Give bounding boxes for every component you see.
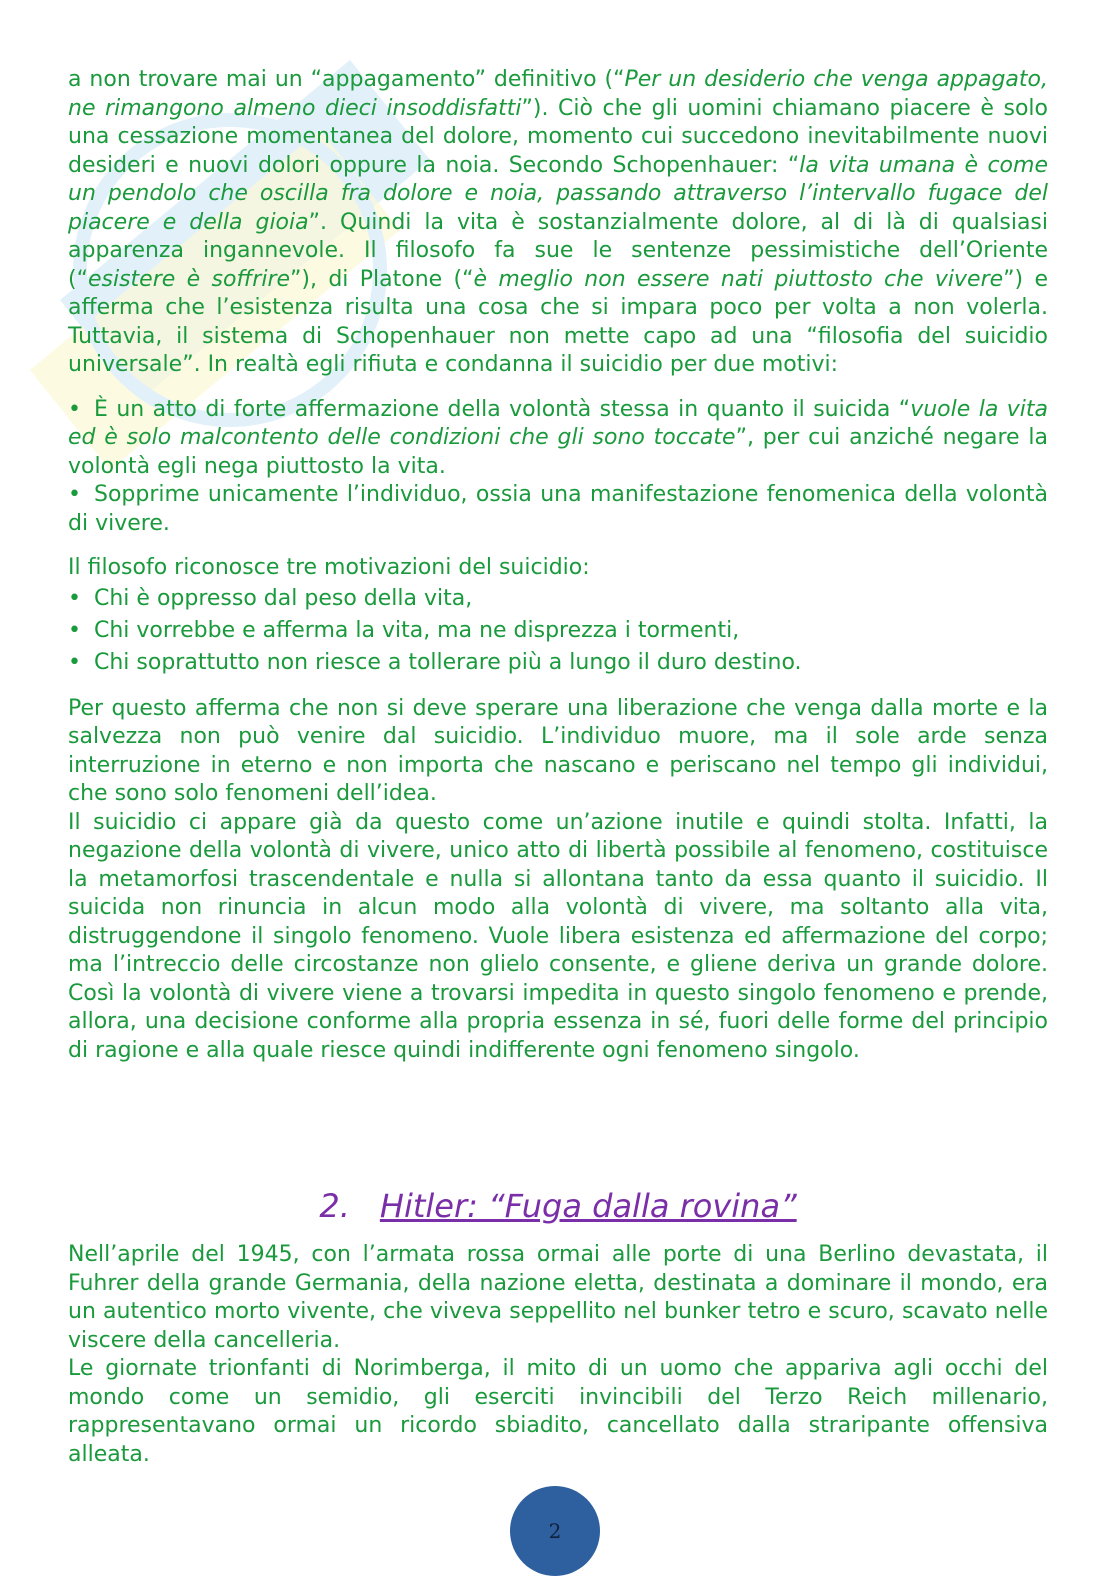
list-item [68,481,1048,538]
quote-italic: vuole la vita ed è solo malcontento delle condizioni che gli sono toccate [68,396,1049,450]
quote-italic: Per un desiderio che venga appagato, ne rimangono almeno dieci insoddisfatti [68,67,1048,121]
section-title: Hitler: “Fuga dalla rovina” [379,1187,797,1225]
quote-italic: è meglio non essere nati piuttosto che vivere [473,266,1004,292]
list-item [68,615,1048,647]
page-number-badge: 2 [510,1486,600,1576]
paragraph-hitler-bunker: Nell’aprile del 1945, con l’armata rossa ormai alle porte di una Berlino devastata, il Fuhrer della grande Germania, della nazione eletta, destinata a dominare il mondo, era un autentico morto vivente, che viveva seppellito nel bunker tetro e scuro, scavato nelle viscere della cancelleria. [68,1242,1048,1353]
motivations-list [68,583,1048,679]
text-run: ”), di Platone (“ [290,266,474,292]
bullet-icon: • [68,617,81,643]
text-run: È un atto di forte affermazione della volontà stessa in quanto il suicida “ [94,396,911,422]
page-body [68,66,1048,1065]
paragraph-suicide-futility: Il suicidio ci appare già da questo come un’azione inutile e quindi stolta. Infatti, la negazione della volontà di vivere, unico atto di libertà possibile al fenomeno, costituisce la metamorfosi trascendentale e nulla si allontana tanto da essa quanto il suicidio. Il suicida non rinuncia in alcun modo alla volontà di vivere, ma soltanto alla vita, distruggendone il singolo fenomeno. Vuole libera esistenza ed affermazione del corpo; ma l’intreccio delle circostanze non glielo consente, e gliene deriva un grande dolore. Così la volontà di vivere viene a trovarsi impedita in questo singolo fenomeno e prende, allora, una decisione conforme alla propria essenza in sé, fuori delle forme del principio di ragione e alla quale riesce quindi indifferente ogni fenomeno singolo. [68,809,1048,1063]
text-run: Sopprime unicamente l’individuo, ossia una manifestazione fenomenica della volontà di vivere. [68,482,1048,536]
text-run: ”) e afferma che l’esistenza risulta una cosa che si impara poco per volta a non volerla. Tuttavia, il sistema di Schopenhauer non mette capo ad una “filosofia del suicidio universale”. In realtà egli rifiuta e condanna il suicidio per due motivi: [68,266,1049,377]
text-run: Chi soprattutto non riesce a tollerare più a lungo il duro destino. [94,649,802,675]
reasons-list [68,396,1048,539]
section-heading [0,1186,1116,1226]
list-item [68,396,1048,482]
text-run: ”, per cui anziché negare la volontà egli nega piuttosto la vita. [68,425,1049,479]
paragraph-liberation: Per questo afferma che non si deve sperare una liberazione che venga dalla morte e la salvezza non può venire dal suicidio. L’individuo muore, ma il sole arde senza interruzione in eterno e non importa che nascano e periscano nel tempo gli individui, che sono solo fenomeni dell’idea. [68,695,1048,806]
bullet-icon: • [68,396,81,422]
quote-italic: esistere è soffrire [87,266,291,292]
paragraph-schopenhauer [68,66,1048,380]
text-run: Chi vorrebbe e afferma la vita, ma ne disprezza i tormenti, [94,617,740,643]
text-run: ”. Quindi la vita è sostanzialmente dolore, al di là di qualsiasi apparenza ingannevole. Il filosofo fa sue le sentenze pessimistiche dell’Oriente (“ [68,209,1048,292]
text-run: ”). Ciò che gli uomini chiamano piacere è solo una cessazione momentanea del dolore, momento cui succedono inevitabilmente nuovi desideri e nuovi dolori oppure la noia. Secondo Schopenhauer: “ [68,95,1048,178]
quote-italic: la vita umana è come un pendolo che oscilla fra dolore e noia, passando attraverso l’intervallo fugace del piacere e della gioia [68,152,1048,235]
section-body [68,1241,1048,1469]
bullet-icon: • [68,585,81,611]
paragraph-hitler-decline: Le giornate trionfanti di Norimberga, il mito di un uomo che appariva agli occhi del mondo come un semidio, gli eserciti invincibili del Terzo Reich millenario, rappresentavano ormai un ricordo sbiadito, cancellato dalla straripante offensiva alleata. [68,1356,1048,1467]
list-item [68,647,1048,679]
section-number: 2. [319,1187,350,1225]
text-run: Chi è oppresso dal peso della vita, [94,585,473,611]
text-run: a non trovare mai un “appagamento” definitivo (“ [68,67,625,92]
bullet-icon: • [68,482,81,507]
motivations-intro: Il filosofo riconosce tre motivazioni del suicidio: [68,555,590,580]
list-item [68,583,1048,615]
bullet-icon: • [68,649,81,675]
